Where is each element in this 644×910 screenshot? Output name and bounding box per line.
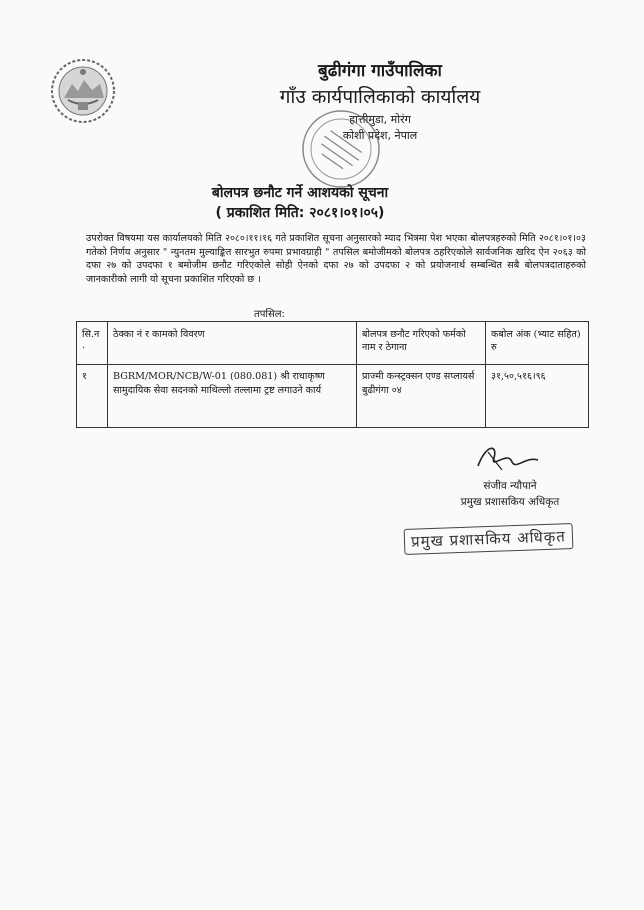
col-serial: सि.न . <box>77 322 108 365</box>
cell-amount: ३१,५०,५१६।९६ <box>486 365 589 428</box>
schedule-label: तपसिल: <box>254 309 285 320</box>
signatory-block <box>440 478 580 510</box>
address-line-1: हात्तीमुडा, मोरंग <box>349 113 411 126</box>
municipality-name: बुढीगंगा गाउँपालिका <box>318 61 442 81</box>
nepal-emblem-icon <box>50 58 116 124</box>
table-header-row <box>77 322 589 365</box>
cell-firm: प्राज्मी कन्स्ट्रक्सन एण्ड सप्लायर्स बुढीगंगा ०४ <box>357 365 486 428</box>
notice-body: उपरोक्त विषयमा यस कार्यालयको मिति २०८०।११।१६ गते प्रकाशित सूचना अनुसारको म्याद भित्रमा पेश भएका बोलपत्रहरुको मिति २०८१।०१।०३ गतेको निर्णय अनुसार " न्युनतम मुल्याङ्कित सारभुत रुपमा प्रभावग्राही " तपसिल बमोजीमको बोलपत्र ठहरिएकोले सार्वजनिक खरिद ऐन २०६३ को दफा २७ को उपदफा १ बमोजीम छनौट गरिएकोले सोही ऐनको दफा २७ को उपदफा २ को प्रयोजनार्थ सम्बन्धित सबै बोलपत्रदाताहरुको जानकारीको लागी यो सूचना प्रकाशित गरिएको छ । <box>86 233 586 285</box>
address-line-2: कोशी प्रदेश, नेपाल <box>342 129 418 142</box>
col-amount: कबोल अंक (भ्याट सहित) रु <box>486 322 589 365</box>
col-firm: बोलपत्र छनौट गरिएको फर्मको नाम र ठेगाना <box>357 322 486 365</box>
published-date: ( प्रकाशित मिति: २०८१।०१।०५) <box>215 205 385 221</box>
notice-heading <box>150 183 450 223</box>
tender-table <box>76 321 589 428</box>
col-contract: ठेक्का नं र कामको विवरण <box>108 322 357 365</box>
signature-icon <box>468 440 548 474</box>
office-name: गाँउ कार्यपालिकाको कार्यालय <box>279 86 481 108</box>
cell-contract: BGRM/MOR/NCB/W-01 (080.081) श्री राधाकृष्ण सामुदायिक सेवा सदनको माथिल्लो तल्लामा ट्रष्ट लगाउने कार्य <box>108 365 357 428</box>
cell-serial: १ <box>77 365 108 428</box>
notice-title: बोलपत्र छनौट गर्ने आशयको सूचना <box>211 185 389 201</box>
signatory-designation: प्रमुख प्रशासकिय अधिकृत <box>460 496 560 508</box>
office-seal-icon <box>300 108 382 190</box>
signatory-name: संजीव न्यौपाने <box>483 480 537 492</box>
table-row <box>77 365 589 428</box>
designation-stamp: प्रमुख प्रशासकिय अधिकृत <box>404 523 574 555</box>
